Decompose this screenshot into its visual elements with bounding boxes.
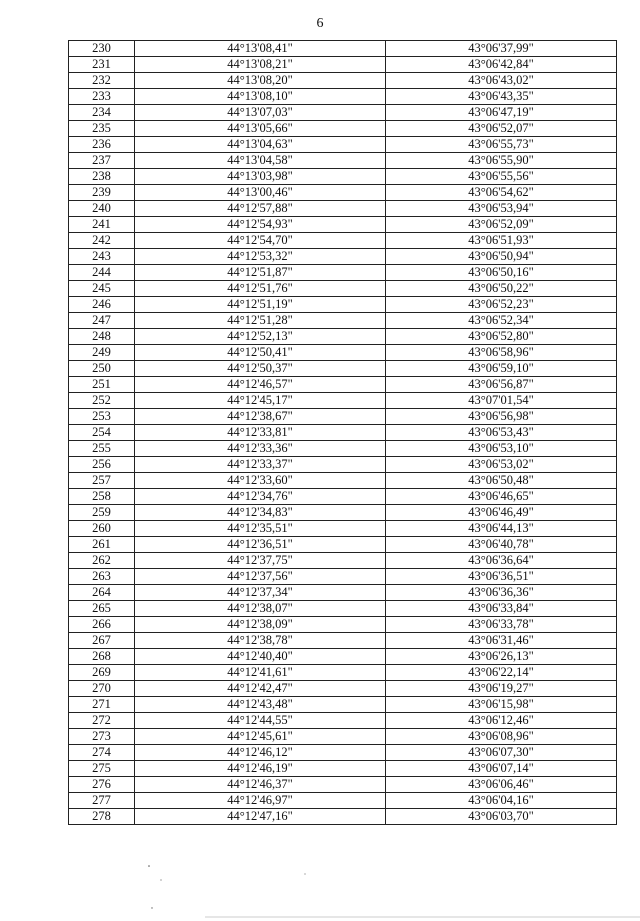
latitude-cell: 44°12'51,19" [135,297,386,313]
latitude-cell: 44°12'40,40" [135,649,386,665]
point-number-cell: 259 [69,505,135,521]
point-number-cell: 274 [69,745,135,761]
longitude-cell: 43°06'08,96" [386,729,617,745]
latitude-cell: 44°12'54,70" [135,233,386,249]
longitude-cell: 43°06'06,46" [386,777,617,793]
longitude-cell: 43°06'50,16" [386,265,617,281]
longitude-cell: 43°06'36,64" [386,553,617,569]
latitude-cell: 44°12'54,93" [135,217,386,233]
point-number-cell: 234 [69,105,135,121]
point-number-cell: 241 [69,217,135,233]
latitude-cell: 44°12'46,57" [135,377,386,393]
longitude-cell: 43°06'03,70" [386,809,617,825]
longitude-cell: 43°06'26,13" [386,649,617,665]
longitude-cell: 43°06'58,96" [386,345,617,361]
longitude-cell: 43°06'52,09" [386,217,617,233]
latitude-cell: 44°13'05,66" [135,121,386,137]
latitude-cell: 44°12'47,16" [135,809,386,825]
longitude-cell: 43°06'22,14" [386,665,617,681]
latitude-cell: 44°12'43,48" [135,697,386,713]
point-number-cell: 268 [69,649,135,665]
latitude-cell: 44°13'07,03" [135,105,386,121]
point-number-cell: 231 [69,57,135,73]
point-number-cell: 273 [69,729,135,745]
longitude-cell: 43°06'52,80" [386,329,617,345]
point-number-cell: 269 [69,665,135,681]
latitude-cell: 44°12'57,88" [135,201,386,217]
latitude-cell: 44°13'04,58" [135,153,386,169]
point-number-cell: 257 [69,473,135,489]
point-number-cell: 232 [69,73,135,89]
longitude-cell: 43°06'50,22" [386,281,617,297]
point-number-cell: 254 [69,425,135,441]
latitude-cell: 44°12'33,60" [135,473,386,489]
latitude-cell: 44°13'08,20" [135,73,386,89]
latitude-cell: 44°12'38,78" [135,633,386,649]
point-number-cell: 240 [69,201,135,217]
longitude-cell: 43°06'40,78" [386,537,617,553]
longitude-cell: 43°06'47,19" [386,105,617,121]
longitude-cell: 43°07'01,54" [386,393,617,409]
longitude-cell: 43°06'19,27" [386,681,617,697]
point-number-cell: 277 [69,793,135,809]
longitude-cell: 43°06'43,35" [386,89,617,105]
latitude-cell: 44°12'45,61" [135,729,386,745]
point-number-cell: 252 [69,393,135,409]
point-number-cell: 276 [69,777,135,793]
latitude-cell: 44°12'45,17" [135,393,386,409]
point-number-cell: 260 [69,521,135,537]
point-number-cell: 236 [69,137,135,153]
point-number-cell: 261 [69,537,135,553]
longitude-cell: 43°06'56,87" [386,377,617,393]
latitude-cell: 44°12'50,41" [135,345,386,361]
latitude-cell: 44°12'52,13" [135,329,386,345]
longitude-cell: 43°06'50,48" [386,473,617,489]
latitude-cell: 44°12'35,51" [135,521,386,537]
point-number-cell: 242 [69,233,135,249]
longitude-cell: 43°06'55,90" [386,153,617,169]
latitude-cell: 44°12'36,51" [135,537,386,553]
longitude-cell: 43°06'52,34" [386,313,617,329]
latitude-cell: 44°12'44,55" [135,713,386,729]
longitude-cell: 43°06'55,56" [386,169,617,185]
latitude-cell: 44°12'33,37" [135,457,386,473]
point-number-cell: 247 [69,313,135,329]
latitude-cell: 44°12'53,32" [135,249,386,265]
latitude-cell: 44°12'33,36" [135,441,386,457]
longitude-cell: 43°06'53,43" [386,425,617,441]
latitude-cell: 44°13'00,46" [135,185,386,201]
latitude-cell: 44°12'51,76" [135,281,386,297]
point-number-cell: 262 [69,553,135,569]
latitude-cell: 44°12'42,47" [135,681,386,697]
longitude-cell: 43°06'43,02" [386,73,617,89]
point-number-cell: 230 [69,41,135,57]
latitude-cell: 44°12'46,37" [135,777,386,793]
longitude-cell: 43°06'15,98" [386,697,617,713]
point-number-cell: 239 [69,185,135,201]
point-number-cell: 251 [69,377,135,393]
longitude-cell: 43°06'56,98" [386,409,617,425]
point-number-cell: 264 [69,585,135,601]
point-number-cell: 244 [69,265,135,281]
longitude-cell: 43°06'50,94" [386,249,617,265]
latitude-cell: 44°13'08,21" [135,57,386,73]
latitude-cell: 44°13'04,63" [135,137,386,153]
longitude-cell: 43°06'33,78" [386,617,617,633]
latitude-cell: 44°12'38,67" [135,409,386,425]
point-number-cell: 243 [69,249,135,265]
point-number-cell: 265 [69,601,135,617]
latitude-cell: 44°12'46,12" [135,745,386,761]
latitude-cell: 44°13'08,10" [135,89,386,105]
point-number-cell: 255 [69,441,135,457]
longitude-cell: 43°06'31,46" [386,633,617,649]
longitude-cell: 43°06'33,84" [386,601,617,617]
longitude-cell: 43°06'46,49" [386,505,617,521]
point-number-cell: 238 [69,169,135,185]
point-number-cell: 272 [69,713,135,729]
latitude-cell: 44°12'34,76" [135,489,386,505]
longitude-cell: 43°06'53,02" [386,457,617,473]
latitude-cell: 44°12'51,28" [135,313,386,329]
longitude-cell: 43°06'51,93" [386,233,617,249]
point-number-cell: 271 [69,697,135,713]
latitude-cell: 44°12'34,83" [135,505,386,521]
longitude-cell: 43°06'52,07" [386,121,617,137]
point-number-cell: 266 [69,617,135,633]
longitude-cell: 43°06'46,65" [386,489,617,505]
latitude-cell: 44°12'37,56" [135,569,386,585]
longitude-cell: 43°06'42,84" [386,57,617,73]
latitude-cell: 44°12'50,37" [135,361,386,377]
longitude-cell: 43°06'52,23" [386,297,617,313]
point-number-cell: 233 [69,89,135,105]
point-number-cell: 237 [69,153,135,169]
longitude-cell: 43°06'54,62" [386,185,617,201]
scan-speck [160,879,161,880]
point-number-cell: 278 [69,809,135,825]
point-number-cell: 253 [69,409,135,425]
longitude-cell: 43°06'04,16" [386,793,617,809]
longitude-cell: 43°06'36,36" [386,585,617,601]
longitude-cell: 43°06'44,13" [386,521,617,537]
point-number-cell: 270 [69,681,135,697]
scan-speck [151,907,152,908]
latitude-cell: 44°12'51,87" [135,265,386,281]
page-number: 6 [316,16,324,31]
point-number-cell: 267 [69,633,135,649]
latitude-cell: 44°12'38,09" [135,617,386,633]
longitude-cell: 43°06'07,14" [386,761,617,777]
longitude-cell: 43°06'53,10" [386,441,617,457]
latitude-cell: 44°12'46,19" [135,761,386,777]
point-number-cell: 250 [69,361,135,377]
point-number-cell: 275 [69,761,135,777]
point-number-cell: 245 [69,281,135,297]
longitude-cell: 43°06'12,46" [386,713,617,729]
point-number-cell: 256 [69,457,135,473]
latitude-cell: 44°12'38,07" [135,601,386,617]
latitude-cell: 44°12'46,97" [135,793,386,809]
latitude-cell: 44°12'37,75" [135,553,386,569]
latitude-cell: 44°12'41,61" [135,665,386,681]
point-number-cell: 248 [69,329,135,345]
latitude-cell: 44°12'37,34" [135,585,386,601]
latitude-cell: 44°12'33,81" [135,425,386,441]
scan-speck [148,865,150,867]
longitude-cell: 43°06'59,10" [386,361,617,377]
longitude-cell: 43°06'53,94" [386,201,617,217]
latitude-cell: 44°13'03,98" [135,169,386,185]
point-number-cell: 235 [69,121,135,137]
point-number-cell: 249 [69,345,135,361]
longitude-cell: 43°06'07,30" [386,745,617,761]
point-number-cell: 263 [69,569,135,585]
scan-speck [304,873,305,874]
point-number-cell: 258 [69,489,135,505]
longitude-cell: 43°06'55,73" [386,137,617,153]
point-number-cell: 246 [69,297,135,313]
longitude-cell: 43°06'36,51" [386,569,617,585]
longitude-cell: 43°06'37,99" [386,41,617,57]
latitude-cell: 44°13'08,41" [135,41,386,57]
